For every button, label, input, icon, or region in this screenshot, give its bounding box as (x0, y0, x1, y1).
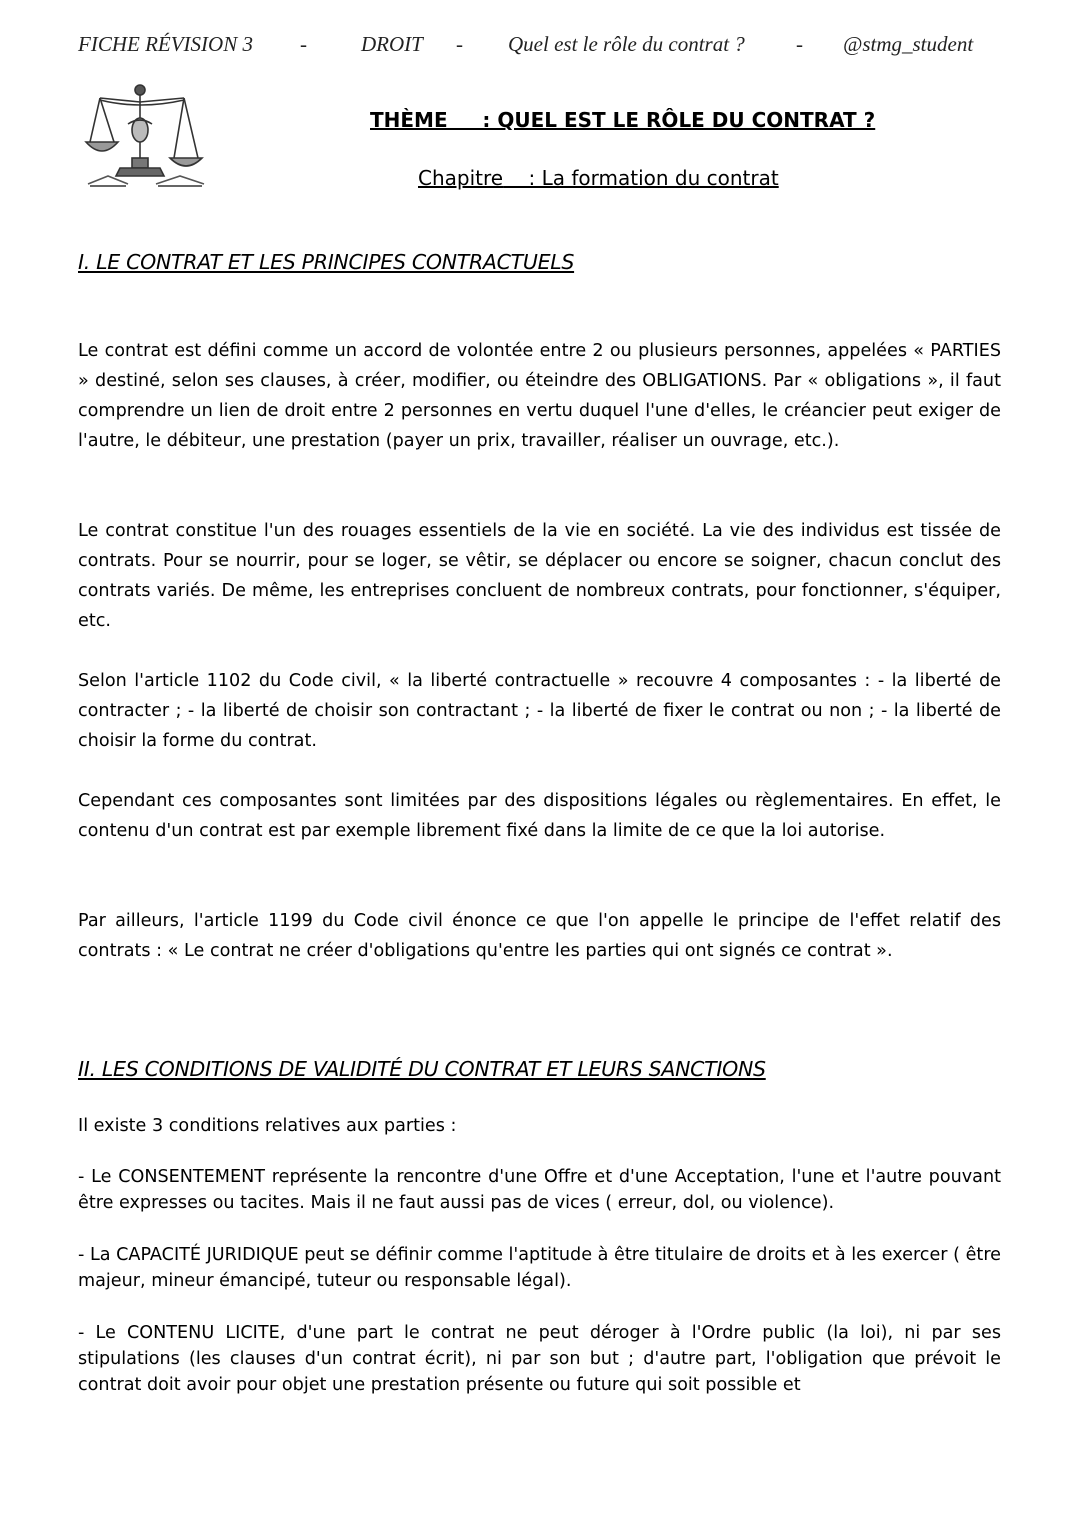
scales-of-justice-icon (80, 80, 212, 198)
paragraph: Le contrat constitue l'un des rouages essentiels de la vie en société. La vie des individus est tissée de contrats. Pour se nourrir, pour se loger, se vêtir, se déplacer ou encore se soigner, chacun conclut des contrats variés. De même, les entreprises concluent de nombreux contrats, pour fonctionner, s'équiper, etc. (78, 521, 1001, 631)
paragraph: Par ailleurs, l'article 1199 du Code civil énonce ce que l'on appelle le principe de l'effet relatif des contrats : « Le contrat ne créer d'obligations qu'entre les parties qui ont signés ce contrat ». (78, 911, 1001, 961)
header-separator: - (456, 32, 463, 56)
paragraph: Le contrat est défini comme un accord de volontée entre 2 ou plusieurs personnes, appelées « PARTIES » destiné, selon ses clauses, à créer, modifier, ou éteindre des OBLIGATIONS. Par « obligations », il faut comprendre un lien de droit entre 2 personnes en vertu duquel l'une d'elles, le créancier peut exiger de l'autre, le débiteur, une prestation (payer un prix, travailler, réaliser un ouvrage, etc.). (78, 341, 1001, 451)
condition-item: - Le CONTENU LICITE, d'une part le contrat ne peut déroger à l'Ordre public (la loi), ni par ses stipulations (les clauses d'un contrat écrit), ni par son but ; d'autre part, l'obligation que prévoit le contrat doit avoir pour objet une prestation présente ou future qui soit possible et (78, 1323, 1001, 1395)
chapter-name: : La formation du contrat (503, 166, 779, 190)
chapter-label: Chapitre (418, 166, 504, 190)
section-heading-1: I. LE CONTRAT ET LES PRINCIPES CONTRACTUELS (78, 250, 575, 274)
header-subject: DROIT (361, 32, 423, 56)
header-separator: - (300, 32, 307, 56)
header-doc-label: FICHE RÉVISION 3 (78, 32, 253, 56)
paragraph-intro: Il existe 3 conditions relatives aux parties : (78, 1116, 457, 1136)
paragraph: Cependant ces composantes sont limitées par des dispositions légales ou règlementaires. En effet, le contenu d'un contrat est par exemple librement fixé dans la limite de ce que la loi autorise. (78, 791, 1001, 841)
chapter-title (418, 166, 1018, 190)
section-heading-2: II. LES CONDITIONS DE VALIDITÉ DU CONTRAT ET LEURS SANCTIONS (78, 1057, 766, 1081)
header-author: @stmg_student (843, 32, 974, 56)
condition-item: - La CAPACITÉ JURIDIQUE peut se définir comme l'aptitude à être titulaire de droits et à les exercer ( être majeur, mineur émancipé, tuteur ou responsable légal). (78, 1245, 1001, 1291)
paragraph: Selon l'article 1102 du Code civil, « la liberté contractuelle » recouvre 4 composantes : - la liberté de contracter ; - la liberté de choisir son contractant ; - la liberté de fixer le contrat ou non ; - la liberté de choisir la forme du contrat. (78, 671, 1001, 751)
theme-title: THÈME : QUEL EST LE RÔLE DU CONTRAT ? (370, 108, 876, 132)
header-separator: - (796, 32, 803, 56)
header-topic: Quel est le rôle du contrat ? (508, 32, 745, 56)
condition-item: - Le CONSENTEMENT représente la rencontre d'une Offre et d'une Acceptation, l'une et l'autre pouvant être expresses ou tacites. Mais il ne faut aussi pas de vices ( erreur, dol, ou violence). (78, 1167, 1001, 1213)
running-header (78, 32, 978, 58)
